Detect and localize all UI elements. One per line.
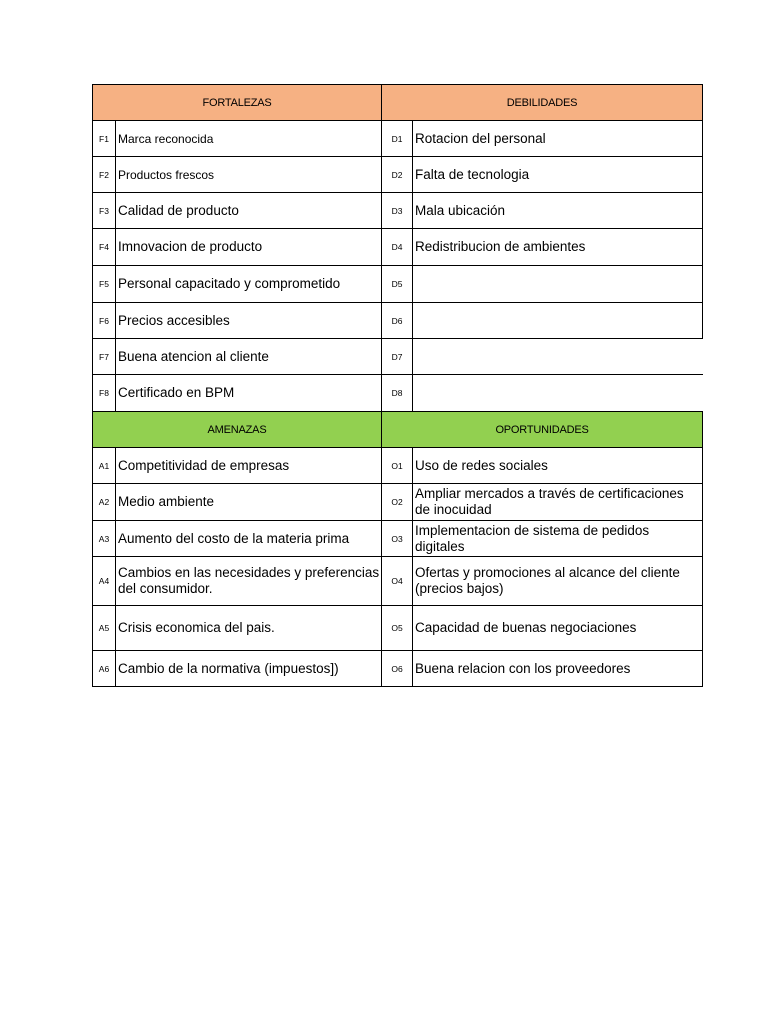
amenaza-code: A6	[93, 651, 116, 687]
table-row	[93, 121, 703, 157]
debilidades-header: DEBILIDADES	[382, 85, 703, 121]
amenaza-text: Medio ambiente	[116, 484, 382, 521]
fortaleza-text: Marca reconocida	[116, 121, 382, 157]
table-row	[93, 521, 703, 557]
debilidad-text: Falta de tecnologia	[413, 157, 703, 193]
fortaleza-code: F6	[93, 303, 116, 339]
table-row	[93, 448, 703, 484]
oportunidad-code: O1	[382, 448, 413, 484]
amenaza-code: A5	[93, 606, 116, 651]
table-row	[93, 193, 703, 229]
fortaleza-code: F7	[93, 339, 116, 375]
fortaleza-text: Certificado en BPM	[116, 375, 382, 412]
table-row	[93, 157, 703, 193]
debilidad-code: D4	[382, 229, 413, 266]
amenazas-header: AMENAZAS	[93, 412, 382, 448]
debilidad-text	[413, 266, 703, 303]
table-row	[93, 339, 703, 375]
fortaleza-text: Productos frescos	[116, 157, 382, 193]
table-row	[93, 266, 703, 303]
amenaza-text: Cambios en las necesidades y preferencias del consumidor.	[116, 557, 382, 606]
debilidad-code: D5	[382, 266, 413, 303]
amenaza-code: A3	[93, 521, 116, 557]
table-row	[93, 606, 703, 651]
oportunidad-code: O5	[382, 606, 413, 651]
environment-header-row	[93, 412, 703, 448]
debilidad-code: D2	[382, 157, 413, 193]
swot-matrix-table	[92, 84, 703, 687]
amenaza-text: Competitividad de empresas	[116, 448, 382, 484]
oportunidad-text: Ofertas y promociones al alcance del cliente (precios bajos)	[413, 557, 703, 606]
fortaleza-code: F5	[93, 266, 116, 303]
amenaza-code: A2	[93, 484, 116, 521]
swot-header-row	[93, 85, 703, 121]
amenaza-code: A1	[93, 448, 116, 484]
debilidad-text: Redistribucion de ambientes	[413, 229, 703, 266]
oportunidad-code: O4	[382, 557, 413, 606]
oportunidad-code: O2	[382, 484, 413, 521]
fortaleza-text: Precios accesibles	[116, 303, 382, 339]
debilidad-text: Rotacion del personal	[413, 121, 703, 157]
oportunidad-code: O3	[382, 521, 413, 557]
oportunidades-header: OPORTUNIDADES	[382, 412, 703, 448]
table-row	[93, 557, 703, 606]
fortaleza-code: F3	[93, 193, 116, 229]
amenaza-code: A4	[93, 557, 116, 606]
debilidad-code: D3	[382, 193, 413, 229]
fortaleza-text: Calidad de producto	[116, 193, 382, 229]
fortaleza-code: F4	[93, 229, 116, 266]
amenaza-text: Aumento del costo de la materia prima	[116, 521, 382, 557]
fortaleza-code: F8	[93, 375, 116, 412]
table-row	[93, 651, 703, 687]
fortaleza-text: Buena atencion al cliente	[116, 339, 382, 375]
fortaleza-text: Personal capacitado y comprometido	[116, 266, 382, 303]
fortaleza-code: F1	[93, 121, 116, 157]
oportunidad-text: Implementacion de sistema de pedidos digitales	[413, 521, 703, 557]
debilidad-text: Mala ubicación	[413, 193, 703, 229]
debilidad-text	[413, 303, 703, 339]
oportunidad-text: Buena relacion con los proveedores	[413, 651, 703, 687]
table-row	[93, 229, 703, 266]
oportunidad-text: Ampliar mercados a través de certificaciones de inocuidad	[413, 484, 703, 521]
amenaza-text: Crisis economica del pais.	[116, 606, 382, 651]
amenaza-text: Cambio de la normativa (impuestos])	[116, 651, 382, 687]
debilidad-code: D8	[382, 375, 413, 412]
fortalezas-header: FORTALEZAS	[93, 85, 382, 121]
fortaleza-text: Imnovacion de producto	[116, 229, 382, 266]
debilidad-text	[413, 339, 703, 375]
table-row	[93, 375, 703, 412]
debilidad-code: D7	[382, 339, 413, 375]
oportunidad-text: Uso de redes sociales	[413, 448, 703, 484]
debilidad-text	[413, 375, 703, 412]
oportunidad-text: Capacidad de buenas negociaciones	[413, 606, 703, 651]
debilidad-code: D6	[382, 303, 413, 339]
oportunidad-code: O6	[382, 651, 413, 687]
table-row	[93, 303, 703, 339]
fortaleza-code: F2	[93, 157, 116, 193]
debilidad-code: D1	[382, 121, 413, 157]
table-row	[93, 484, 703, 521]
